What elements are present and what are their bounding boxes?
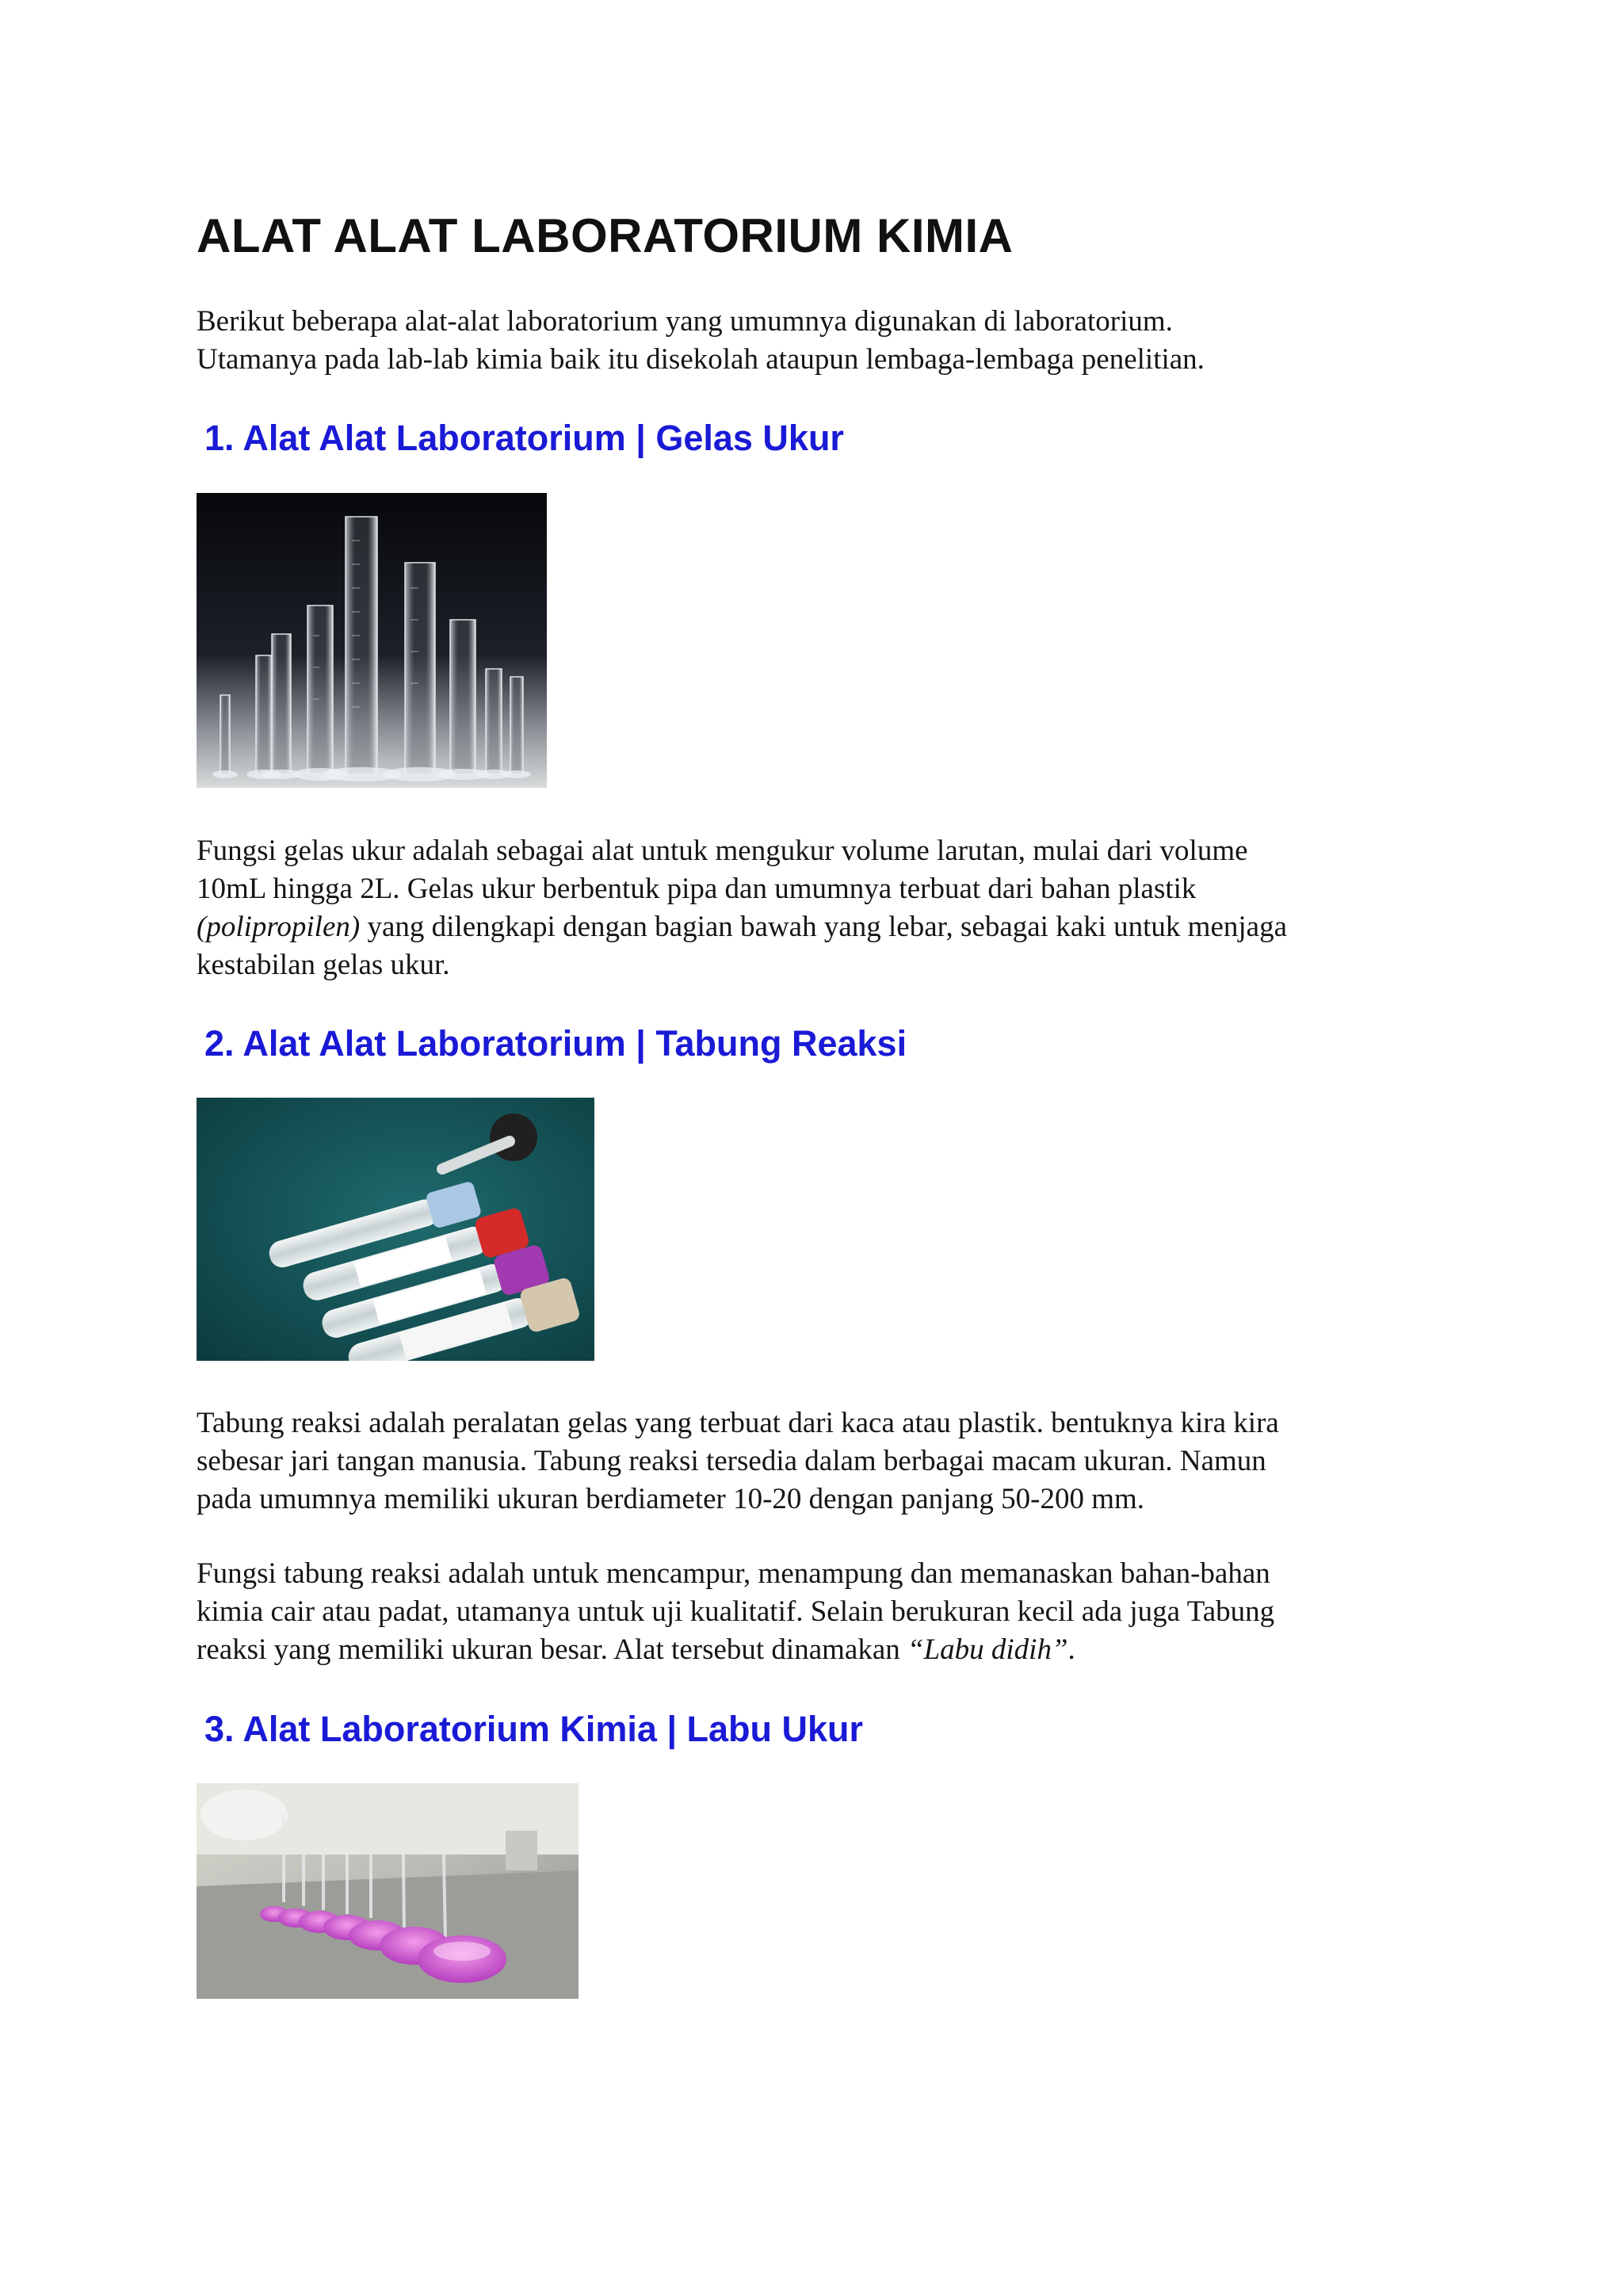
tabung-reaksi-paragraph-1 <box>197 1404 1433 1519</box>
paragraph-line: Fungsi tabung reaksi adalah untuk mencampur, menampung dan memanaskan bahan-bahan <box>197 1557 1270 1590</box>
paragraph-line: Fungsi gelas ukur adalah sebagai alat untuk mengukur volume larutan, mulai dari volume <box>197 835 1248 867</box>
paragraph-text: . <box>1067 1633 1075 1666</box>
page-title: ALAT ALAT LABORATORIUM KIMIA <box>197 209 1014 262</box>
tabung-reaksi-paragraph-2 <box>197 1555 1433 1669</box>
section-2-heading: 2. Alat Alat Laboratorium | Tabung Reaksi <box>204 1023 907 1064</box>
paragraph-line: 10mL hingga 2L. Gelas ukur berbentuk pipa dan umumnya terbuat dari bahan plastik <box>197 873 1197 905</box>
paragraph-text: yang dilengkapi dengan bagian bawah yang lebar, sebagai kaki untuk menjaga <box>360 911 1288 943</box>
section-1-heading: 1. Alat Alat Laboratorium | Gelas Ukur <box>204 418 844 458</box>
paragraph-line: kestabilan gelas ukur. <box>197 949 450 981</box>
intro-line-1: Berikut beberapa alat-alat laboratorium yang umumnya digunakan di laboratorium. <box>197 305 1173 338</box>
paragraph-line <box>197 908 1433 946</box>
labu-ukur-image <box>197 1783 579 1999</box>
intro-paragraph <box>197 303 1433 379</box>
paragraph-line: pada umumnya memiliki ukuran berdiameter 10-20 dengan panjang 50-200 mm. <box>197 1483 1145 1515</box>
section-3-heading: 3. Alat Laboratorium Kimia | Labu Ukur <box>204 1709 864 1749</box>
intro-line-2: Utamanya pada lab-lab kimia baik itu disekolah ataupun lembaga-lembaga penelitian. <box>197 343 1205 376</box>
italic-term: (polipropilen) <box>197 911 361 943</box>
gelas-ukur-paragraph <box>197 832 1433 984</box>
paragraph-line: Tabung reaksi adalah peralatan gelas yang terbuat dari kaca atau plastik. bentuknya kira kira <box>197 1407 1279 1439</box>
paragraph-line <box>197 1631 1433 1669</box>
tabung-reaksi-image <box>197 1098 594 1361</box>
paragraph-line: kimia cair atau padat, utamanya untuk uji kualitatif. Selain berukuran kecil ada juga Tabung <box>197 1595 1275 1628</box>
italic-term: “Labu didih” <box>907 1633 1068 1666</box>
paragraph-line: sebesar jari tangan manusia. Tabung reaksi tersedia dalam berbagai macam ukuran. Namun <box>197 1445 1266 1477</box>
gelas-ukur-image <box>197 493 547 788</box>
paragraph-text: reaksi yang memiliki ukuran besar. Alat tersebut dinamakan <box>197 1633 907 1666</box>
